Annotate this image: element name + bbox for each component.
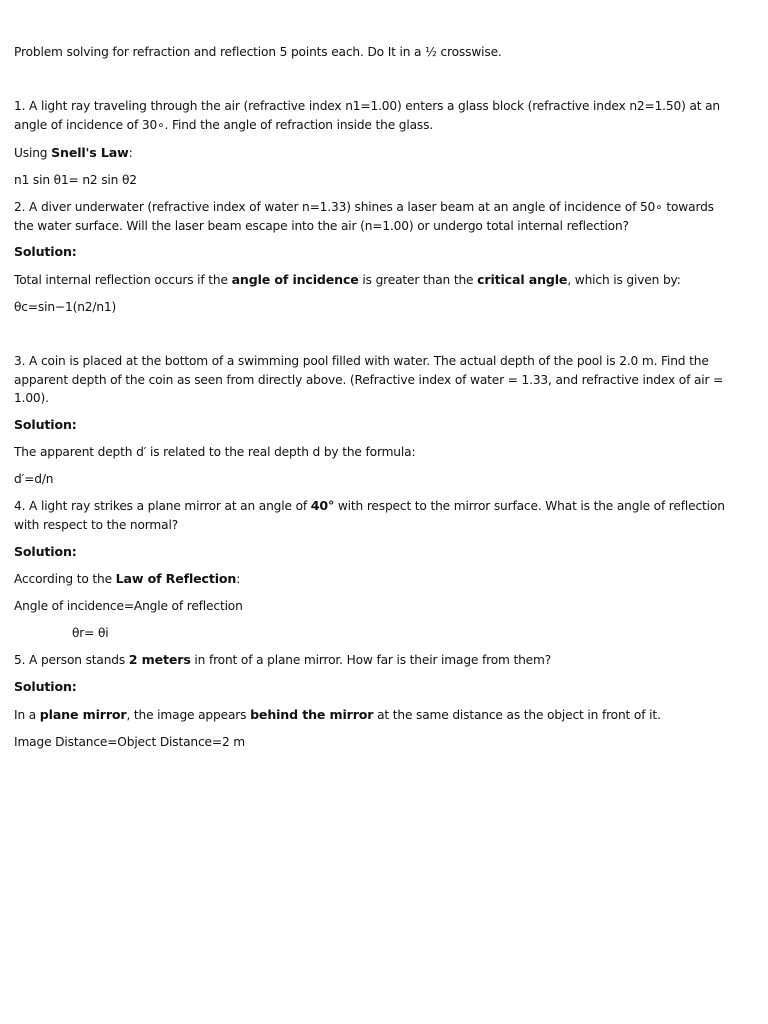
q4-law-line: According to the Law of Reflection: — [14, 571, 241, 586]
question-1: 1. A light ray traveling through the air (refractive index n1=1.00) enters a glass block (refractive index n2=1.50) at an angle of incidence of 30∘. Find the angle of refraction inside the glass. — [14, 99, 721, 132]
question-3: 3. A coin is placed at the bottom of a swimming pool filled with water. The actual depth of the pool is 2.0 m. Find the apparent depth of the coin as seen from directly above. (Refractive index of water = 1.33, and refractive index of air = 1.00). — [14, 354, 724, 405]
q5-solution-label: Solution: — [14, 679, 77, 694]
q3-solution-label: Solution: — [14, 417, 77, 432]
intro-text: Problem solving for refraction and reflection 5 points each. Do It in a ½ crosswise. — [14, 45, 502, 59]
question-4: 4. A light ray strikes a plane mirror at an angle of 40° with respect to the mirror surface. What is the angle of reflection with respect to the normal? — [14, 498, 725, 532]
q4-statement: Angle of incidence=Angle of reflection — [14, 599, 243, 613]
q3-formula: d′=d/n — [14, 472, 54, 486]
q5-explanation: In a plane mirror, the image appears behind the mirror at the same distance as the object in front of it. — [14, 707, 661, 722]
q2-solution-label: Solution: — [14, 244, 77, 259]
q2-explanation: Total internal reflection occurs if the angle of incidence is greater than the critical angle, which is given by: — [14, 272, 681, 287]
question-5: 5. A person stands 2 meters in front of a plane mirror. How far is their image from them? — [14, 652, 552, 667]
q4-solution-label: Solution: — [14, 544, 77, 559]
q1-using-line: Using Snell's Law: — [14, 145, 133, 160]
q2-formula: θc=sin−1(n2/n1) — [14, 300, 117, 314]
q3-explanation: The apparent depth d′ is related to the real depth d by the formula: — [14, 445, 416, 459]
q1-formula: n1 sin θ1= n2 sin θ2 — [14, 173, 137, 187]
q5-result: Image Distance=Object Distance=2 m — [14, 735, 246, 749]
q4-formula: θr= θi — [72, 626, 109, 640]
snells-law-term: Snell's Law — [51, 145, 129, 160]
question-2: 2. A diver underwater (refractive index of water n=1.33) shines a laser beam at an angle of incidence of 50∘ towards the water surface. Will the laser beam escape into the air (n=1.00) or undergo total internal reflection? — [14, 200, 714, 233]
